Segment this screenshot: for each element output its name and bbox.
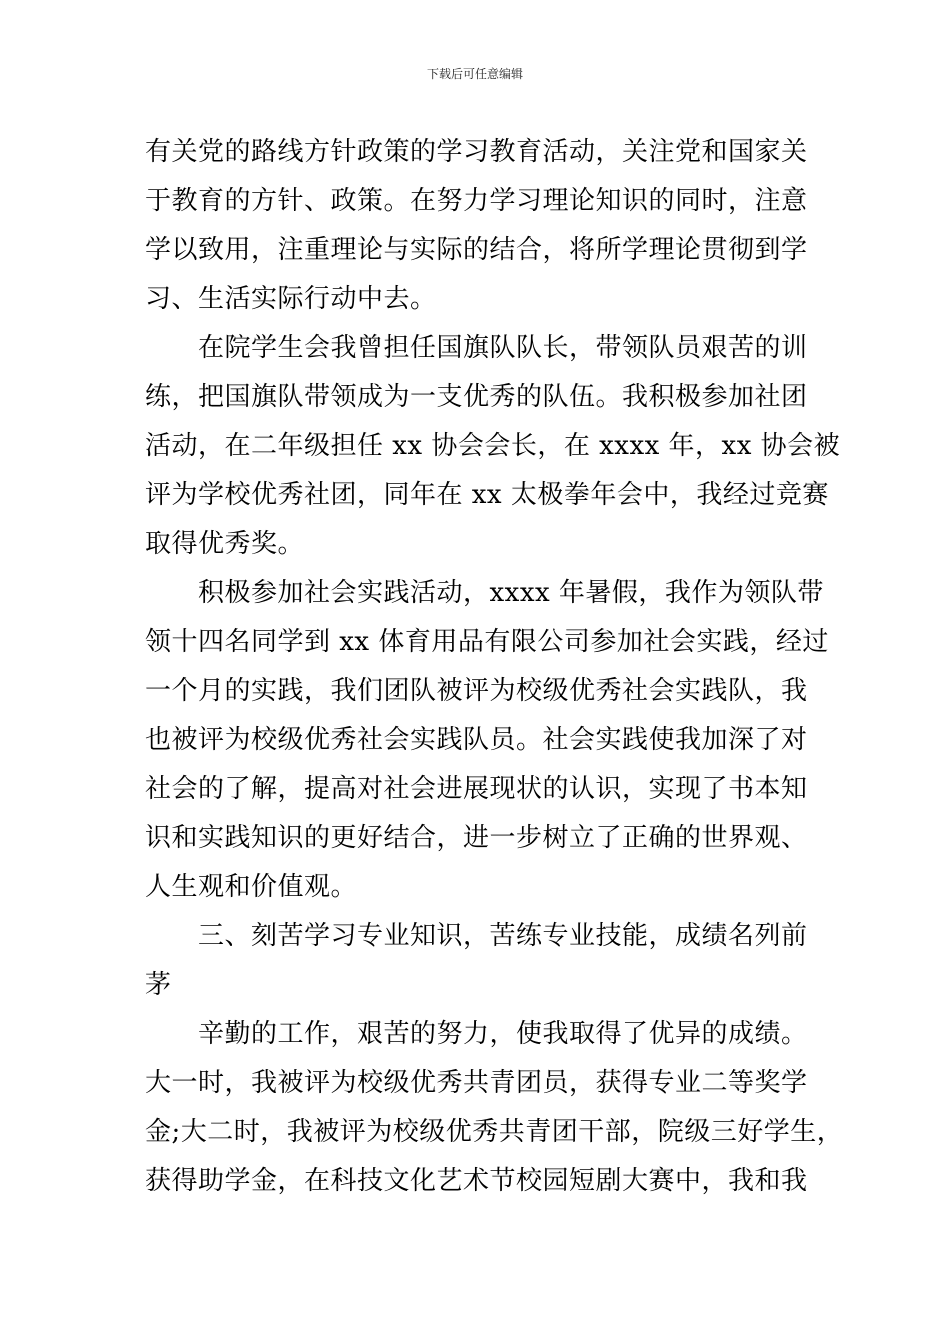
text-line: 练，把国旗队带领成为一支优秀的队伍。我积极参加社团: [145, 382, 808, 412]
text-line: 有关党的路线方针政策的学习教育活动，关注党和国家关: [145, 137, 808, 167]
text-line: 习、生活实际行动中去。: [145, 284, 437, 314]
text-line: 茅: [145, 970, 172, 1000]
text-line: 评为学校优秀社团，同年在 xx 太极拳年会中，我经过竞赛: [145, 480, 829, 510]
text-line: 在院学生会我曾担任国旗队队长，带领队员艰苦的训: [198, 333, 808, 363]
text-line: 领十四名同学到 xx 体育用品有限公司参加社会实践，经过: [145, 627, 829, 657]
text-line: 取得优秀奖。: [145, 529, 305, 559]
text-line: 社会的了解，提高对社会进展现状的认识，实现了书本知: [145, 774, 808, 804]
text-line: 活动，在二年级担任 xx 协会会长，在 xxxx 年，xx 协会被: [145, 431, 841, 461]
text-line: 大一时，我被评为校级优秀共青团员，获得专业二等奖学: [145, 1068, 808, 1098]
text-line: 学以致用，注重理论与实际的结合，将所学理论贯彻到学: [145, 235, 808, 265]
text-line: 辛勤的工作，艰苦的努力，使我取得了优异的成绩。: [198, 1019, 808, 1049]
text-line: 一个月的实践，我们团队被评为校级优秀社会实践队，我: [145, 676, 808, 706]
text-line: 积极参加社会实践活动，xxxx 年暑假，我作为领队带: [198, 578, 824, 608]
text-line: 获得助学金，在科技文化艺术节校园短剧大赛中，我和我: [145, 1166, 808, 1196]
text-line: 识和实践知识的更好结合，进一步树立了正确的世界观、: [145, 823, 808, 853]
text-line: 也被评为校级优秀社会实践队员。社会实践使我加深了对: [145, 725, 808, 755]
text-line: 人生观和价值观。: [145, 872, 358, 902]
text-line: 金;大二时，我被评为校级优秀共青团干部，院级三好学生，: [145, 1117, 844, 1147]
page-header: 下载后可任意编辑: [426, 67, 523, 81]
text-line: 于教育的方针、政策。在努力学习理论知识的同时，注意: [145, 186, 808, 216]
document-body: [145, 128, 844, 1206]
text-line: 三、刻苦学习专业知识，苦练专业技能，成绩名列前: [198, 921, 808, 951]
